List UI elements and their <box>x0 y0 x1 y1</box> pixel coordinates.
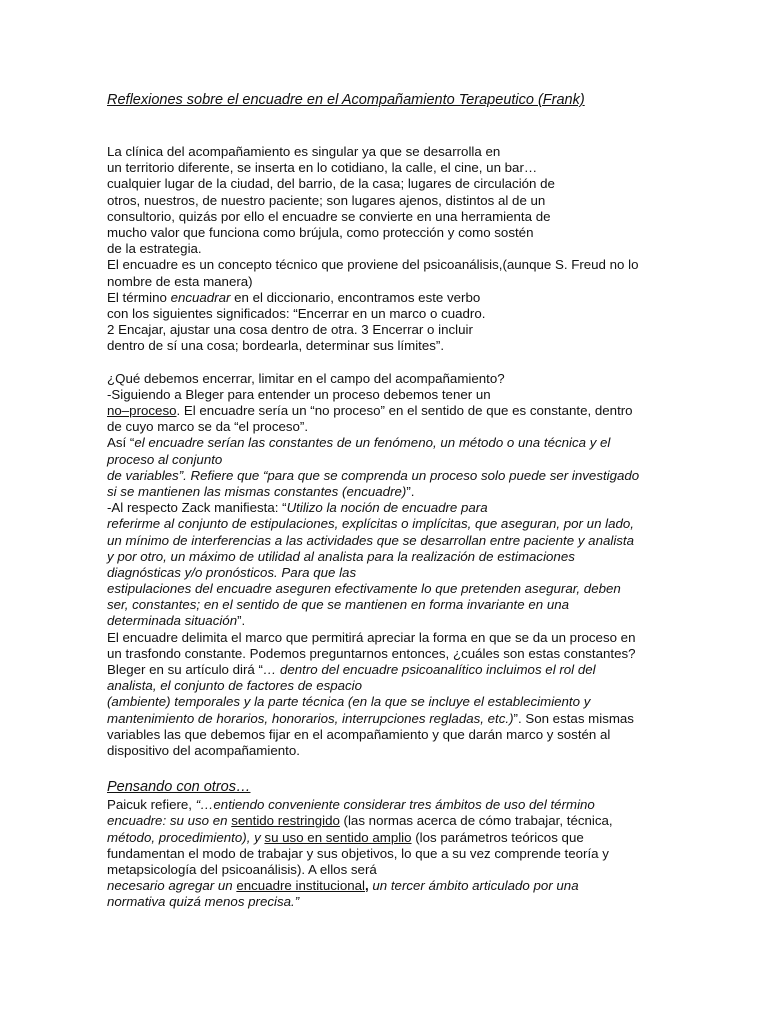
text-line: ser, constantes; en el sentido de que se mantienen en forma invariante en una <box>107 597 570 613</box>
document-body <box>107 144 667 910</box>
text-line: Así “el encuadre serían las constantes de un fenómeno, un método o una técnica y el <box>107 435 611 451</box>
document-title: Reflexiones sobre el encuadre en el Acompañamiento Terapeutico (Frank) <box>107 92 585 108</box>
text-line: de variables”. Refiere que “para que se comprenda un proceso solo puede ser investigado <box>107 467 640 483</box>
text-line: método, procedimiento), y su uso en sentido amplio (los parámetros teóricos que <box>107 829 584 845</box>
text-line: un territorio diferente, se inserta en lo cotidiano, la calle, el cine, un bar… <box>107 160 538 176</box>
text-line: de cuyo marco se da “el proceso”. <box>107 419 309 435</box>
text-line: y por otro, un máximo de utilidad al analista para la realización de estimaciones <box>107 548 575 564</box>
text-line: metapsicología del psicoanálisis). A ellos será <box>107 861 377 877</box>
text-line: Bleger en su artículo dirá “… dentro del encuadre psicoanalítico incluimos el rol del <box>107 662 596 677</box>
text-line: un mínimo de interferencias a las actividades que se desarrollan entre paciente y analista <box>107 532 635 548</box>
text-line: un trasfondo constante. Podemos preguntarnos entonces, ¿cuáles son estas constantes? <box>107 645 636 661</box>
text-line: dispositivo del acompañamiento. <box>107 742 300 758</box>
text-line: normativa quizá menos precisa.” <box>107 894 300 910</box>
text-line: mantenimiento de horarios, honorarios, interrupciones regladas, etc.)”. Son estas mismas <box>107 710 634 726</box>
text-line: Paicuk refiere, “…entiendo conveniente considerar tres ámbitos de uso del término <box>107 797 595 813</box>
text-line: con los siguientes significados: “Encerrar en un marco o cuadro. <box>107 305 486 321</box>
text-line: nombre de esta manera) <box>107 273 253 289</box>
section-subheading: Pensando con otros… <box>107 779 251 796</box>
text-line: La clínica del acompañamiento es singular ya que se desarrolla en <box>107 144 501 159</box>
text-line: fundamentan el modo de trabajar y sus objetivos, lo que a su vez comprende teoría y <box>107 845 609 861</box>
text-line: mucho valor que funciona como brújula, como protección y como sostén <box>107 224 534 240</box>
text-line: (ambiente) temporales y la parte técnica (en la que se incluye el establecimiento y <box>107 694 591 710</box>
text-line: 2 Encajar, ajustar una cosa dentro de otra. 3 Encerrar o incluir <box>107 322 473 338</box>
text-line: si se mantienen las mismas constantes (encuadre)”. <box>107 483 415 499</box>
text-line: estipulaciones del encuadre aseguren efectivamente lo que pretenden asegurar, deben <box>107 581 621 597</box>
text-line: variables las que debemos fijar en el acompañamiento y que darán marco y sostén al <box>107 726 611 742</box>
text-line: consultorio, quizás por ello el encuadre se convierte en una herramienta de <box>107 208 551 224</box>
text-line: dentro de sí una cosa; bordearla, determinar sus límites”. <box>107 338 445 354</box>
text-line: otros, nuestros, de nuestro paciente; son lugares ajenos, distintos al de un <box>107 192 546 208</box>
text-line: -Al respecto Zack manifiesta: “Utilizo la noción de encuadre para <box>107 500 488 516</box>
text-line: El término encuadrar en el diccionario, encontramos este verbo <box>107 289 481 305</box>
text-line: no–proceso. El encuadre sería un “no proceso” en el sentido de que es constante, dentro <box>107 403 633 418</box>
text-line: El encuadre delimita el marco que permitirá apreciar la forma en que se da un proceso en <box>107 629 636 645</box>
text-line: El encuadre es un concepto técnico que proviene del psicoanálisis,(aunque S. Freud no lo <box>107 257 639 273</box>
text-line: de la estrategia. <box>107 241 202 257</box>
text-line: cualquier lugar de la ciudad, del barrio, de la casa; lugares de circulación de <box>107 176 555 192</box>
text-line: referirme al conjunto de estipulaciones, explícitas o implícitas, que aseguran, por un lado, <box>107 516 634 532</box>
text-line: diagnósticas y/o pronósticos. Para que las <box>107 564 357 580</box>
text-line: necesario agregar un encuadre institucional, un tercer ámbito articulado por una <box>107 878 579 894</box>
text-line: proceso al conjunto <box>107 451 223 467</box>
text-line: encuadre: su uso en sentido restringido (las normas acerca de cómo trabajar, técnica, <box>107 813 613 829</box>
text-line: ¿Qué debemos encerrar, limitar en el campo del acompañamiento? <box>107 370 505 386</box>
text-line: analista, el conjunto de factores de espacio <box>107 678 363 694</box>
text-line: -Siguiendo a Bleger para entender un proceso debemos tener un <box>107 386 491 402</box>
text-line: determinada situación”. <box>107 613 246 629</box>
